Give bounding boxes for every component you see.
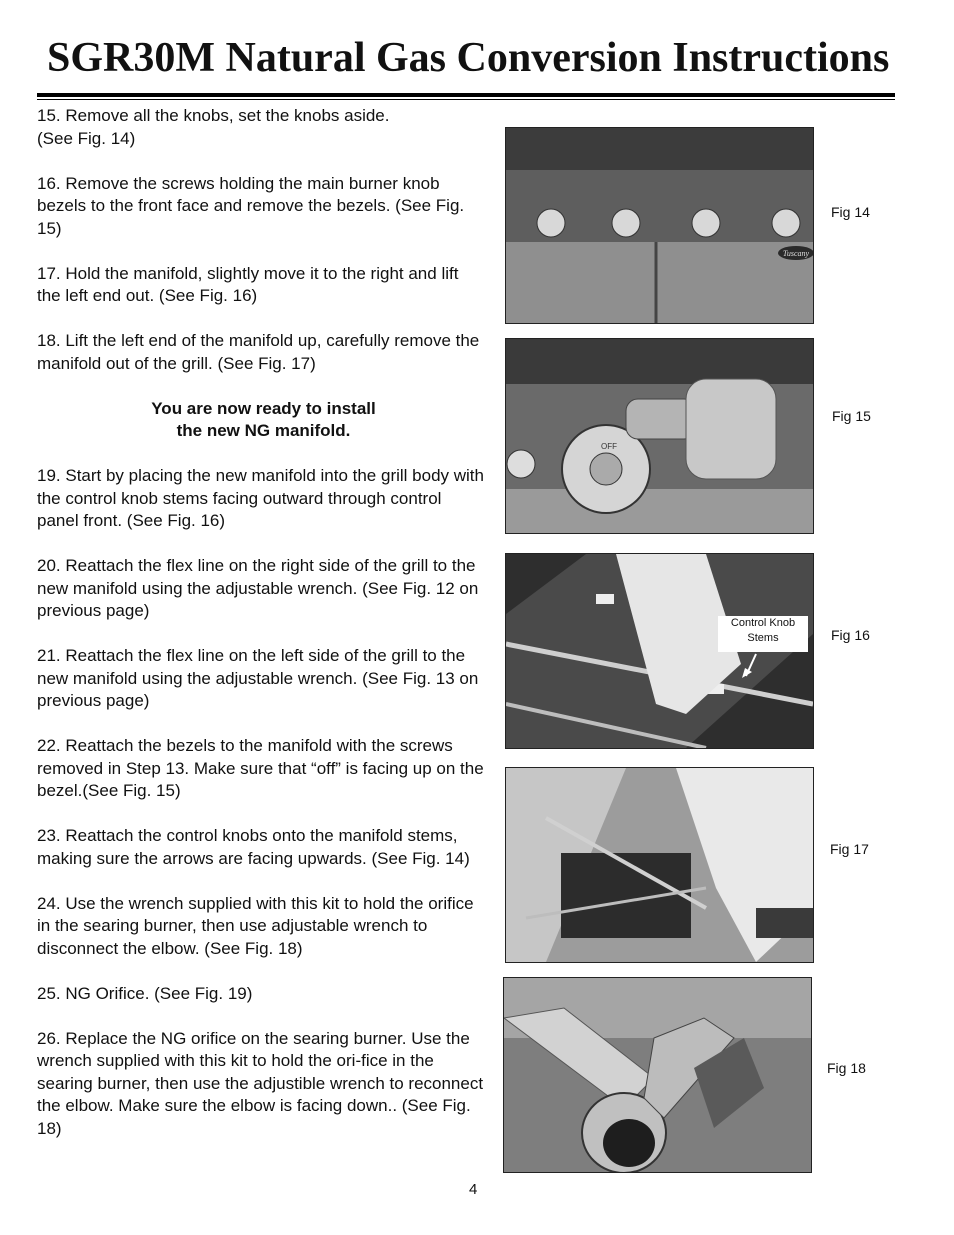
ready-notice-line2: the new NG manifold. (176, 421, 351, 440)
fig-15-label: Fig 15 (832, 408, 871, 424)
step-20: 20. Reattach the flex line on the right side of the grill to the new manifold using the adjustable wrench. (See Fig. 12 on previous page) (37, 556, 479, 620)
page-title: SGR30M Natural Gas Conversion Instructions (47, 35, 890, 81)
step-15-line1: 15. Remove all the knobs, set the knobs aside. (37, 106, 390, 125)
fig-14-photo (505, 127, 814, 324)
control-knob-stems-callout (718, 616, 808, 652)
bezel-removal-image (506, 339, 813, 533)
orifice-wrench-image (504, 978, 811, 1172)
title-rule-thick (37, 93, 895, 97)
step-24: 24. Use the wrench supplied with this kit to hold the orifice in the searing burner, then use adjustable wrench to disconnect the elbow. (See Fig. 18) (37, 893, 474, 958)
step-19: 19. Start by placing the new manifold into the grill body with the control knob stems facing outward through control panel front. (See Fig. 16) (37, 466, 484, 530)
fig-16-photo (505, 553, 814, 749)
ready-notice (37, 398, 485, 443)
manifold-lift-out-image (506, 768, 813, 962)
step-18: 18. Lift the left end of the manifold up, carefully remove the manifold out of the grill. (See Fig. 17) (37, 331, 480, 373)
title-rule-thin (37, 99, 895, 100)
step-21: 21. Reattach the flex line on the left side of the grill to the new manifold using the adjustable wrench. (See Fig. 13 on previous page) (37, 646, 479, 710)
fig-15-photo (505, 338, 814, 534)
step-16: 16. Remove the screws holding the main burner knob bezels to the front face and remove the bezels. (See Fig. 15) (37, 173, 465, 238)
instruction-steps (37, 105, 485, 1163)
step-22: 22. Reattach the bezels to the manifold with the screws removed in Step 13. Make sure that “off” is facing up on the bezel.(See Fig. 15) (37, 736, 484, 800)
callout-arrow-icon (736, 652, 766, 682)
fig-17-photo (505, 767, 814, 963)
fig-14-label: Fig 14 (831, 204, 870, 220)
fig-16-label: Fig 16 (831, 627, 870, 643)
step-15 (37, 105, 485, 150)
fig-18-label: Fig 18 (827, 1060, 866, 1076)
step-25: 25. NG Orifice. (See Fig. 19) (37, 983, 253, 1003)
fig-18-photo (503, 977, 812, 1173)
step-23: 23. Reattach the control knobs onto the manifold stems, making sure the arrows are facing upwards. (See Fig. 14) (37, 826, 470, 868)
step-17: 17. Hold the manifold, slightly move it to the right and lift the left end out. (See Fig. 16) (37, 263, 459, 305)
ready-notice-line1: You are now ready to install (151, 398, 376, 418)
step-26: 26. Replace the NG orifice on the searing burner. Use the wrench supplied with this kit to hold the ori-fice in the searing burner, then use the adjustible wrench to reconnect the elbow. Make sure the elbow is facing down.. (See Fig. 18) (37, 1028, 484, 1138)
callout-line2: Stems (747, 632, 779, 644)
fig-15-bezel-text: OFF (601, 442, 617, 451)
step-15-line2: (See Fig. 14) (37, 128, 136, 148)
fig-17-label: Fig 17 (830, 841, 869, 857)
callout-line1: Control Knob (730, 617, 796, 629)
fig-14-brand: Tuscany (782, 249, 810, 258)
grill-front-knobs-image (506, 128, 813, 323)
page-number: 4 (469, 1181, 478, 1198)
